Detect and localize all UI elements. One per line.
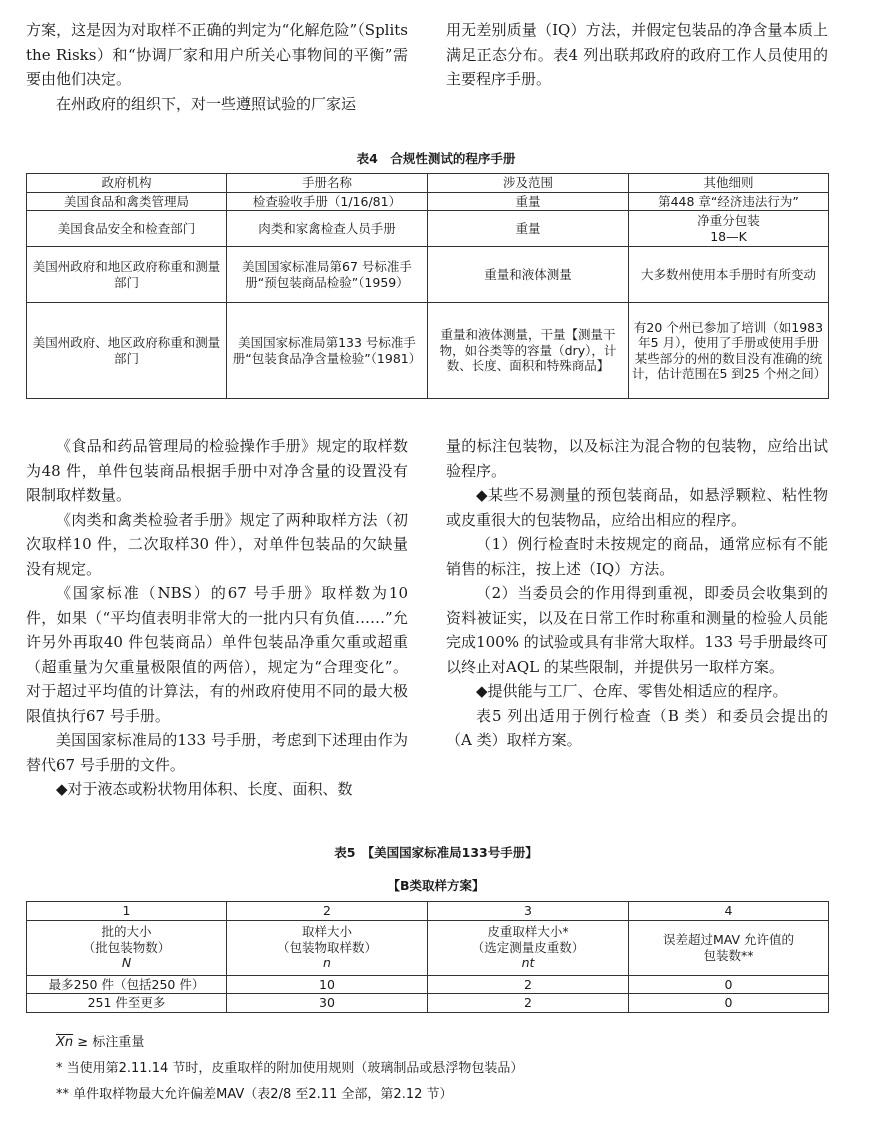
label-line: （包装物取样数）: [276, 939, 377, 955]
table-cell: 检查验收手册（1/16/81）: [227, 192, 428, 211]
paragraph: 美国国家标准局的133 号手册，考虑到下述理由作为替代67 号手册的文件。: [26, 731, 408, 774]
table-cell: 10: [227, 975, 428, 994]
label-line: （批包装物数）: [82, 939, 171, 955]
table-cell: 重量和液体测量: [428, 247, 629, 303]
note-line: ** 单件取样物最大允许偏差MAV（表2/8 至2.11 全部，第2.12 节）: [56, 1087, 453, 1102]
table-cell: 2: [428, 994, 629, 1013]
table4: [26, 173, 829, 399]
label-line: 取样大小: [301, 924, 352, 940]
table-cell: 美国食品和禽类管理局: [27, 192, 227, 211]
paragraph: 在州政府的组织下，对一些遵照试验的厂家运: [56, 94, 357, 113]
top-right-column: [446, 18, 828, 92]
table-cell: 最多250 件（包括250 件）: [27, 975, 227, 994]
table-row: [27, 303, 829, 399]
table-number-row: [27, 902, 829, 921]
table-cell: 大多数州使用本手册时有所变动: [629, 247, 829, 303]
middle-left-column: [26, 434, 408, 802]
table-header-cell: 涉及范围: [428, 174, 629, 193]
table-cell: 3: [428, 902, 629, 921]
paragraph: 表5 列出适用于例行检查（B 类）和委员会提出的（A 类）取样方案。: [446, 706, 828, 749]
paragraph: ◆某些不易测量的预包装商品，如悬浮颗粒、粘性物或皮重很大的包装物品，应给出相应的程序。: [446, 486, 828, 529]
table-header-cell: 其他细则: [629, 174, 829, 193]
table-cell: 肉类和家禽检查人员手册: [227, 211, 428, 247]
label-line: 批的大小: [101, 924, 152, 940]
table-cell: 美国国家标准局第67 号标准手册“预包装商品检验”（1959）: [227, 247, 428, 303]
paragraph: 量的标注包装物，以及标注为混合物的包装物，应给出试验程序。: [446, 437, 828, 480]
table-header-row: [27, 174, 829, 193]
table-cell: 美国食品安全和检查部门: [27, 211, 227, 247]
paragraph: 《国家标准（NBS）的67 号手册》取样数为10 件，如果（“平均值表明非常大的一批内只有负值……”允许另外再取40 件包装商品）单件包装品净重欠重或超重（超重量为欠重量极限值的两倍），规定为“合理变化”。对于超过平均值的计算法，有的州政府使用不同的最大极限值执行67 号手册。: [26, 584, 408, 725]
table5: [26, 901, 829, 1013]
table-cell: 美国国家标准局第133 号标准手册“包装食品净含量检验”（1981）: [227, 303, 428, 399]
table-header-cell: 手册名称: [227, 174, 428, 193]
note-line: [56, 1030, 523, 1056]
table-row: [27, 994, 829, 1013]
table-header-cell: [428, 920, 629, 975]
table-header-cell: 政府机构: [27, 174, 227, 193]
table-header-cell: [227, 920, 428, 975]
paragraph: 《食品和药品管理局的检验操作手册》规定的取样数为48 件，单件包装商品根据手册中对净含量的设置没有限制取样数量。: [26, 437, 408, 504]
table4-caption: 表4 合规性测试的程序手册: [356, 151, 516, 166]
table-cell: 有20 个州已参加了培训（如1983 年5 月），使用了手册或使用手册某些部分的州的数目没有准确的统计，估计范围在5 到25 个州之间）: [629, 303, 829, 399]
label-line: 误差超过MAV 允许值的: [662, 932, 795, 947]
table-cell: 0: [629, 994, 829, 1013]
table-cell: 重量和液体测量，干量【测量干物，如谷类等的容量（dry），计数、长度、面积和特殊商品】: [428, 303, 629, 399]
symbol: n: [323, 955, 331, 971]
table-cell: 4: [629, 902, 829, 921]
table-row: [27, 211, 829, 247]
label-line: 皮重取样大小*: [487, 924, 569, 940]
table-cell: 重量: [428, 211, 629, 247]
table-header-cell: [27, 920, 227, 975]
table-cell: 0: [629, 975, 829, 994]
table-label-row: [27, 920, 829, 975]
paragraph: 用无差别质量（IQ）方法，并假定包装品的净含量本质上满足正态分布。表4 列出联邦政府的政府工作人员使用的主要程序手册。: [446, 21, 828, 88]
table5-notes: [56, 1030, 523, 1108]
symbol: nt: [521, 955, 535, 971]
table5-caption: 表5 【美国国家标准局133号手册】: [334, 845, 538, 860]
table-header-cell: [629, 920, 829, 975]
table-row: [27, 975, 829, 994]
table-cell: 2: [227, 902, 428, 921]
table-cell: 重量: [428, 192, 629, 211]
table-cell: 美国州政府、地区政府称重和测量部门: [27, 303, 227, 399]
paragraph: ◆对于液态或粉状物用体积、长度、面积、数: [56, 780, 353, 798]
top-left-column: [26, 18, 408, 116]
table-cell: 30: [227, 994, 428, 1013]
table-cell: 251 件至更多: [27, 994, 227, 1013]
table-row: [27, 192, 829, 211]
paragraph: 《肉类和禽类检验者手册》规定了两种取样方法（初次取样10 件，二次取样30 件），对单件包装品的欠缺量没有规定。: [26, 510, 408, 578]
middle-right-column: [446, 434, 828, 753]
table-cell: 第448 章“经济违法行为”: [629, 192, 829, 211]
note-line: * 当使用第2.11.14 节时，皮重取样的附加使用规则（玻璃制品或悬浮物包装品）: [56, 1061, 524, 1076]
table-cell: 1: [27, 902, 227, 921]
paragraph: 方案，这是因为对取样不正确的判定为“化解危险”（Splits the Risks）和“协调厂家和用户所关心事物间的平衡”需要由他们决定。: [26, 21, 408, 88]
paragraph: （1）例行检查时未按规定的商品，通常应标有不能销售的标注，按上述（IQ）方法。: [446, 535, 828, 578]
table-cell: 净重分包装 18—K: [629, 211, 829, 247]
note-text: ≥ 标注重量: [77, 1035, 145, 1050]
symbol: N: [121, 955, 132, 971]
label-line: （选定测量皮重数）: [471, 939, 585, 955]
table5-subcaption: 【B类取样方案】: [387, 878, 485, 893]
mean-symbol: $\overline{Xn}$: [56, 1035, 74, 1050]
table-cell: 美国州政府和地区政府称重和测量部门: [27, 247, 227, 303]
table-row: [27, 247, 829, 303]
paragraph: （2）当委员会的作用得到重视，即委员会收集到的资料被证实，以及在日常工作时称重和测量的检验人员能完成100% 的试验或具有非常大取样。133 号手册最终可以终止对AQL 的某些限制，并提供另一取样方案。: [446, 584, 828, 676]
paragraph: ◆提供能与工厂、仓库、零售处相适应的程序。: [476, 682, 788, 700]
table-cell: 2: [428, 975, 629, 994]
label-line: 包装数**: [703, 947, 754, 963]
